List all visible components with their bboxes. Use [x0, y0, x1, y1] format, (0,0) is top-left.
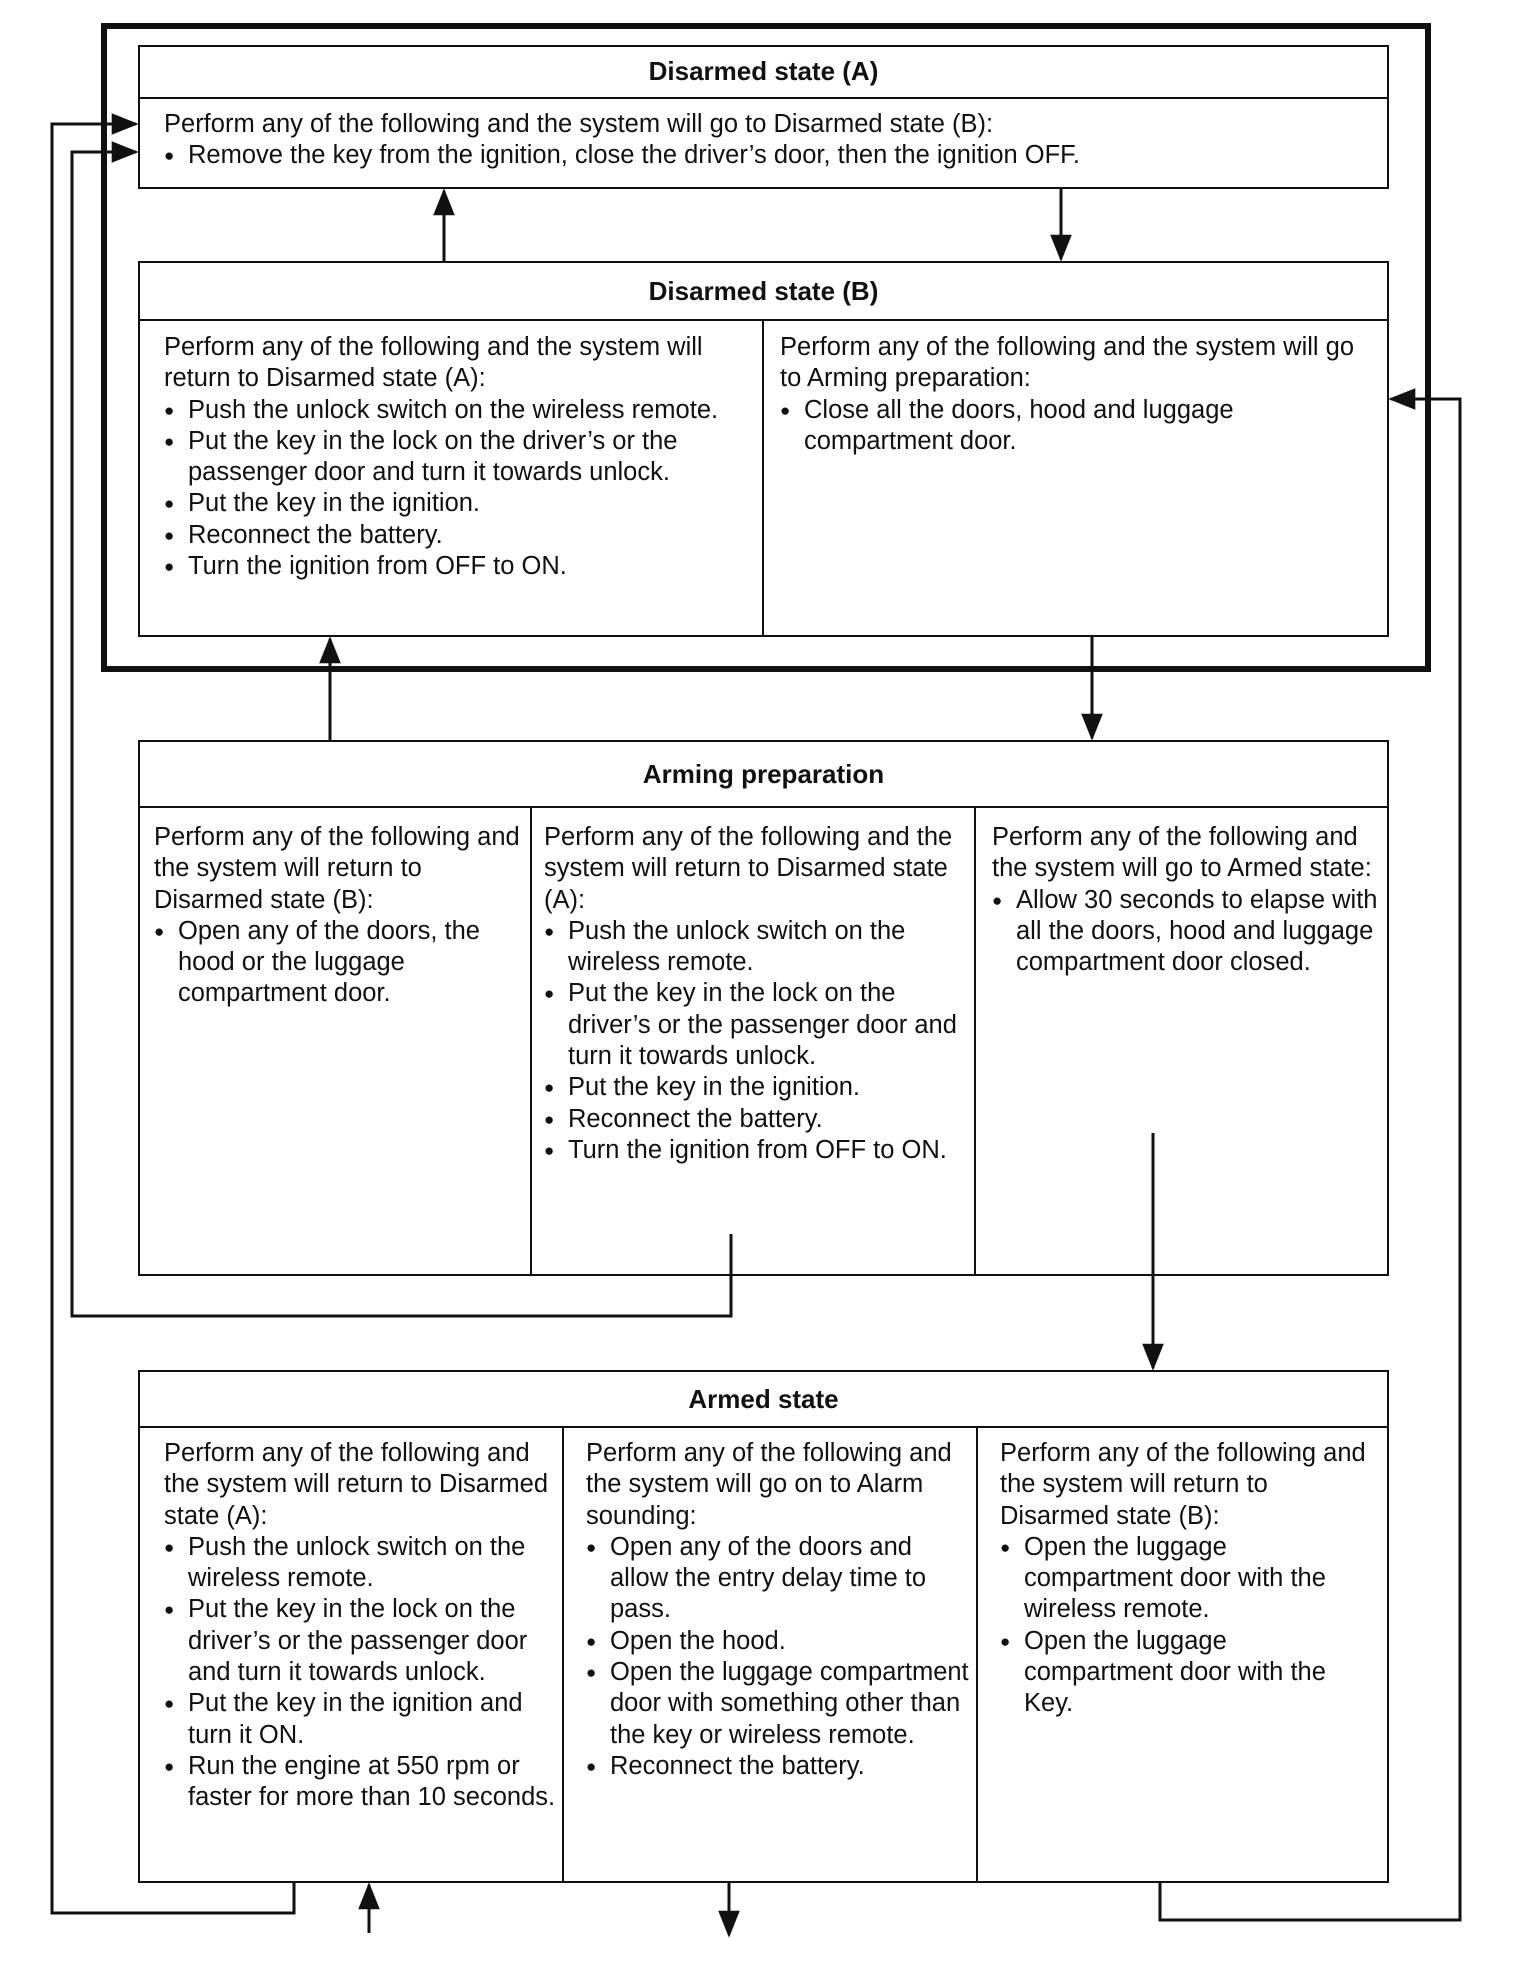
- list-item: ● Put the key in the ignition.: [544, 1072, 964, 1103]
- list-item: ● Reconnect the battery.: [586, 1751, 970, 1782]
- list-item: ● Open the luggage compartment door with the wireless remote.: [1000, 1532, 1380, 1626]
- list-item: ● Reconnect the battery.: [544, 1104, 964, 1135]
- armed-state-col1-intro: Perform any of the following and the system will return to Disarmed state (A):: [164, 1439, 549, 1530]
- arrow-armed-to-b: [1160, 399, 1460, 1920]
- list-item: ● Put the key in the lock on the driver’s or the passenger door and turn it towards unlock.: [164, 1594, 558, 1688]
- disarmed-state-a-intro: Perform any of the following and the system will go to Disarmed state (B):: [164, 110, 994, 138]
- list-item: ● Push the unlock switch on the wireless remote.: [544, 916, 964, 979]
- list-item: ● Push the unlock switch on the wireless remote.: [164, 1532, 558, 1595]
- disarmed-state-b-left-intro: Perform any of the following and the system will return to Disarmed state (A):: [164, 333, 703, 393]
- list-item: ● Push the unlock switch on the wireless remote.: [164, 395, 754, 426]
- disarmed-state-b-right-intro: Perform any of the following and the system will go to Arming preparation:: [780, 333, 1355, 393]
- armed-state-title: Armed state: [140, 1372, 1387, 1428]
- list-item: ● Allow 30 seconds to elapse with all the doors, hood and luggage compartment door closed.: [992, 885, 1382, 979]
- disarmed-state-b-title: Disarmed state (B): [140, 263, 1387, 321]
- arming-preparation-col3-intro: Perform any of the following and the system will go to Armed state:: [992, 823, 1372, 883]
- list-item: ● Open any of the doors, the hood or the luggage compartment door.: [154, 916, 524, 1010]
- list-item: ● Put the key in the lock on the driver’s or the passenger door and turn it towards unlock.: [164, 426, 754, 489]
- arrow-armed-to-a: [52, 124, 294, 1913]
- list-item: ● Turn the ignition from OFF to ON.: [544, 1135, 964, 1166]
- list-item: ● Put the key in the lock on the driver’s or the passenger door and turn it towards unlock.: [544, 978, 964, 1072]
- list-item: ● Run the engine at 550 rpm or faster for more than 10 seconds.: [164, 1751, 558, 1814]
- list-item: ● Remove the key from the ignition, close the driver’s door, then the ignition OFF.: [164, 140, 1367, 171]
- list-item: ● Reconnect the battery.: [164, 520, 754, 551]
- list-item: ● Open the hood.: [586, 1626, 970, 1657]
- armed-state-col2-intro: Perform any of the following and the system will go on to Alarm sounding:: [586, 1439, 952, 1530]
- arming-preparation-col2-intro: Perform any of the following and the system will return to Disarmed state (A):: [544, 823, 953, 914]
- list-item: ● Turn the ignition from OFF to ON.: [164, 551, 754, 582]
- list-item: ● Open the luggage compartment door with the Key.: [1000, 1626, 1380, 1720]
- list-item: ● Put the key in the ignition.: [164, 488, 754, 519]
- list-item: ● Close all the doors, hood and luggage compartment door.: [780, 395, 1360, 458]
- list-item: ● Put the key in the ignition and turn it ON.: [164, 1688, 558, 1751]
- disarmed-state-a-title: Disarmed state (A): [140, 47, 1387, 99]
- armed-state-col3-intro: Perform any of the following and the system will return to Disarmed state (B):: [1000, 1439, 1366, 1530]
- list-item: ● Open any of the doors and allow the entry delay time to pass.: [586, 1532, 970, 1626]
- arming-preparation-col1-intro: Perform any of the following and the system will return to Disarmed state (B):: [154, 823, 520, 914]
- arming-preparation-title: Arming preparation: [140, 742, 1387, 808]
- list-item: ● Open the luggage compartment door with something other than the key or wireless remote.: [586, 1657, 970, 1751]
- arrow-prep-to-a: [72, 152, 731, 1316]
